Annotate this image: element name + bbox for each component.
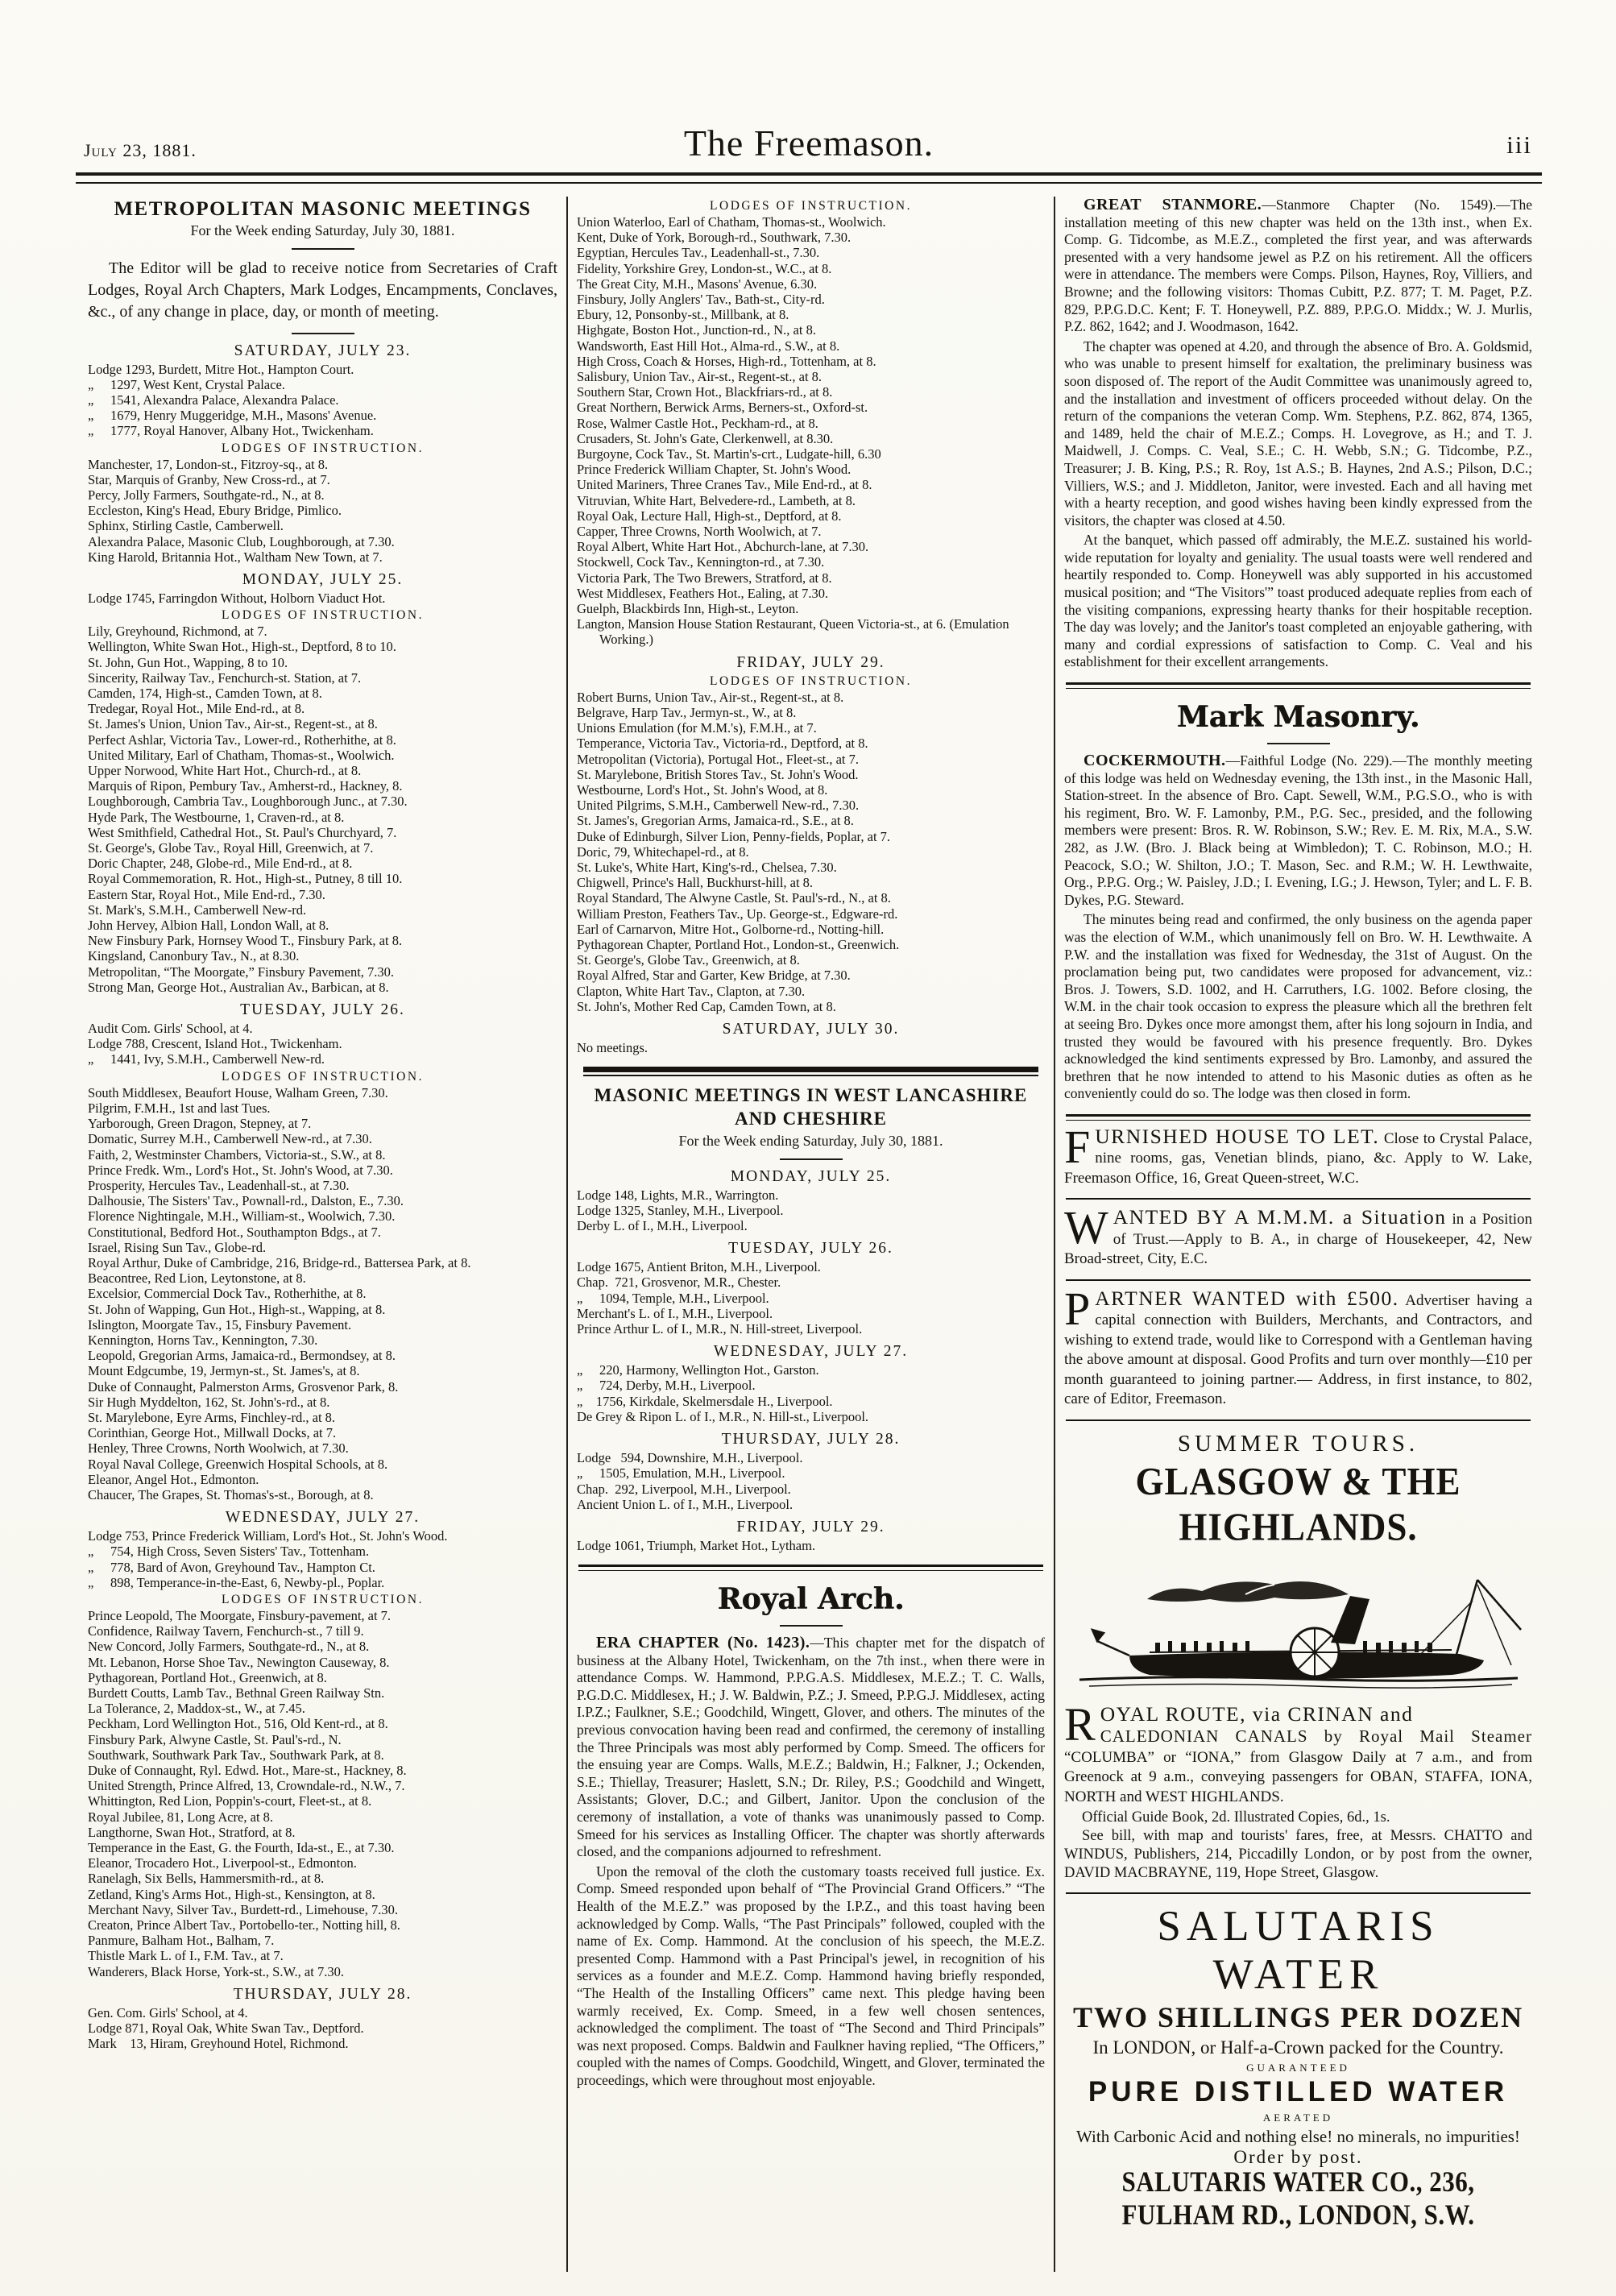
advert-headline: URNISHED HOUSE TO LET.: [1095, 1124, 1380, 1148]
meeting-item: St. James's, Gregorian Arms, Jamaica-rd., S.E., at 8.: [577, 813, 854, 829]
page-header: [79, 90, 1539, 164]
short-divider-rule: [292, 333, 354, 334]
advert-dropcap: R: [1064, 1697, 1096, 1751]
meeting-item: Leopold, Gregorian Arms, Jamaica-rd., Bermondsey, at 8.: [88, 1348, 396, 1364]
meeting-item: Mark 13, Hiram, Greyhound Hotel, Richmond.: [88, 2036, 349, 2052]
day-heading: SATURDAY, JULY 30.: [722, 1020, 900, 1038]
masthead-title: The Freemason.: [683, 122, 934, 164]
meeting-item: Unions Emulation (for M.M.'s), F.M.H., at 7.: [577, 720, 817, 736]
meeting-item: Clapton, White Hart Tav., Clapton, at 7.30.: [577, 983, 806, 999]
column-3: [1054, 197, 1541, 2272]
blackletter-heading: Royal Arch.: [717, 1582, 905, 1617]
divider-rule: [1066, 1892, 1531, 1894]
column-2: [566, 197, 1054, 2272]
meeting-item: Kingsland, Canonbury Tav., N., at 8.30.: [88, 948, 300, 964]
lodges-of-instruction-heading: LODGES OF INSTRUCTION.: [222, 1592, 424, 1606]
meeting-list: [577, 1450, 1045, 1512]
advert-line: SUMMER TOURS.: [1177, 1430, 1419, 1457]
meeting-list: [577, 1362, 1045, 1424]
meeting-item: Creaton, Prince Albert Tav., Portobello-ter., Notting hill, 8.: [88, 1917, 400, 1933]
meeting-item: Percy, Jolly Farmers, Southgate-rd., N., at 8.: [88, 487, 325, 503]
day-heading: WEDNESDAY, JULY 27.: [225, 1509, 421, 1527]
meeting-item: Lodge 1325, Stanley, M.H., Liverpool.: [577, 1202, 784, 1218]
meeting-item: Prosperity, Hercules Tav., Leadenhall-st., at 7.30.: [88, 1177, 350, 1193]
meeting-list: [577, 214, 1045, 648]
meeting-item: Yarborough, Green Dragon, Stepney, at 7.: [88, 1116, 312, 1132]
meeting-item: Lodge 594, Downshire, M.H., Liverpool.: [577, 1450, 803, 1466]
meeting-item: Star, Marquis of Granby, New Cross-rd., at 7.: [88, 471, 330, 487]
meeting-item: Alexandra Palace, Masonic Club, Loughborough, at 7.30.: [88, 533, 395, 549]
advert-headline: ANTED BY A M.M.M. a Situation: [1113, 1205, 1447, 1229]
section-title: MASONIC MEETINGS IN WEST LANCASHIRE AND CHESHIRE: [594, 1085, 1028, 1129]
meeting-list: [88, 1085, 557, 1502]
meeting-item: Hyde Park, The Westbourne, 1, Craven-rd., at 8.: [88, 809, 345, 825]
double-divider-rule: [578, 1565, 1043, 1571]
meeting-item: West Smithfield, Cathedral Hot., St. Paul's Churchyard, 7.: [88, 824, 397, 840]
meeting-item: Lodge 1675, Antient Briton, M.H., Liverpool.: [577, 1259, 821, 1275]
meeting-item: Rose, Walmer Castle Hot., Peckham-rd., at 8.: [577, 415, 818, 431]
meeting-list: [577, 1187, 1045, 1234]
meeting-item: Lodge 1061, Triumph, Market Hot., Lytham.: [577, 1537, 816, 1553]
advert-subheadline: CALEDONIAN CANALS by Royal Mail Steamer: [1100, 1726, 1532, 1747]
meeting-item: Lodge 1293, Burdett, Mitre Hot., Hampton Court.: [88, 361, 354, 377]
meeting-item: Camden, 174, High-st., Camden Town, at 8.: [88, 686, 322, 702]
short-divider-rule: [292, 248, 354, 250]
meeting-item: Duke of Connaught, Palmerston Arms, Grosvenor Park, 8.: [88, 1378, 399, 1395]
day-heading: TUESDAY, JULY 26.: [240, 1001, 405, 1019]
divider-rule: [1066, 1419, 1531, 1421]
meeting-item: Merchant Navy, Silver Tav., Burdett-rd., Limehouse, 7.30.: [88, 1901, 398, 1917]
meeting-item: Lodge 148, Lights, M.R., Warrington.: [577, 1187, 779, 1203]
meeting-list: [88, 1608, 557, 1979]
advert: [1064, 1201, 1533, 1270]
meeting-item: Wellington, White Swan Hot., High-st., Deptford, 8 to 10.: [88, 639, 396, 655]
meeting-list: [88, 591, 557, 606]
article-text: At the banquet, which passed off admirably, the M.E.Z. sustained his world-wide reputation for loyalty and geniality. The usual toasts were well rendered and heartily responded to. Comp. Honeywell was ably supported in his accustomed musical position; and “The Visitors'” toast produced adequate replies from each of the visiting companions, expressing hearty thanks for their hospitable reception. The day was lovely; and the Janitor's toast completed an enjoyable gathering, with many and cordial expressions of satisfaction to Comp. C. Veal and his establishment for their excellent arrangements.: [1064, 532, 1532, 670]
meeting-item: Prince Fredk. Wm., Lord's Hot., St. John's Wood, at 7.30.: [88, 1162, 393, 1178]
lodges-of-instruction-heading: LODGES OF INSTRUCTION.: [222, 608, 424, 623]
meeting-item: Whittington, Red Lion, Poppin's-court, Fleet-st., at 8.: [88, 1793, 372, 1809]
meeting-item: Pythagorean Chapter, Portland Hot., London-st., Greenwich.: [577, 936, 900, 952]
meeting-item: Langthorne, Swan Hot., Stratford, at 8.: [88, 1824, 296, 1840]
meeting-item: Eastern Star, Royal Hot., Mile End-rd., 7.30.: [88, 886, 325, 902]
advert-line: TWO SHILLINGS PER DOZEN: [1072, 2001, 1524, 2034]
meeting-item: Manchester, 17, London-st., Fitzroy-sq., at 8.: [88, 456, 329, 472]
meeting-item: St. Marylebone, Eyre Arms, Finchley-rd., at 8.: [88, 1409, 336, 1425]
meeting-item: St. George's, Globe Tav., Greenwich, at 8.: [577, 952, 800, 968]
column-1: [79, 197, 566, 2272]
advert-text: Close to Crystal Palace, nine rooms, gas, Venetian blinds, piano, &c. Apply to W. Lake, Freemason Office, 16, Great Queen-street, W.C.: [1064, 1129, 1532, 1187]
meeting-item: Perfect Ashlar, Victoria Tav., Lower-rd., Rotherhithe, at 8.: [88, 731, 396, 748]
meeting-list: [577, 1259, 1045, 1337]
meeting-item: Westbourne, Lord's Hot., St. John's Wood, at 8.: [577, 781, 828, 798]
meeting-item: Temperance in the East, G. the Fourth, Ida-st., E., at 7.30.: [88, 1840, 395, 1856]
meeting-item: Doric Chapter, 248, Globe-rd., Mile End-rd., at 8.: [88, 856, 353, 872]
meeting-item: New Finsbury Park, Hornsey Wood T., Finsbury Park, at 8.: [88, 933, 403, 949]
short-divider-rule: [780, 1625, 843, 1627]
meeting-item: Burdett Coutts, Lamb Tav., Bethnal Green Railway Stn.: [88, 1685, 385, 1701]
thick-divider-rule: [583, 1067, 1038, 1076]
meeting-item: Finsbury, Jolly Anglers' Tav., Bath-st., City-rd.: [577, 292, 825, 308]
lodges-of-instruction-heading: LODGES OF INSTRUCTION.: [222, 441, 424, 455]
article-lead: ERA CHAPTER (No. 1423).: [596, 1634, 810, 1652]
meeting-item: „ 778, Bard of Avon, Greyhound Tav., Hampton Ct.: [88, 1559, 375, 1575]
article-paragraph: [577, 1863, 1045, 2090]
meeting-item: Robert Burns, Union Tav., Air-st., Regent-st., at 8.: [577, 689, 844, 705]
meeting-item: Peckham, Lord Wellington Hot., 516, Old Kent-rd., at 8.: [88, 1716, 388, 1732]
double-divider-rule: [1066, 1114, 1531, 1121]
day-heading: THURSDAY, JULY 28.: [721, 1431, 901, 1448]
divider-rule: [1066, 1198, 1531, 1200]
meeting-item: Ancient Union L. of I., M.H., Liverpool.: [577, 1496, 793, 1512]
day-heading: MONDAY, JULY 25.: [730, 1167, 892, 1185]
meeting-item: Royal Jubilee, 81, Long Acre, at 8.: [88, 1809, 274, 1825]
advert-line: See bill, with map and tourists' fares, free, at Messrs. CHATTO and WINDUS, Publishers, 214, Piccadilly London, or by post from the owner, DAVID MACBRAYNE, 119, Hope Street, Glasgow.: [1064, 1828, 1532, 1882]
meeting-item: West Middlesex, Feathers Hot., Ealing, at 7.30.: [577, 585, 829, 601]
meeting-item: John Hervey, Albion Hall, London Wall, at 8.: [88, 918, 329, 934]
meeting-list: [88, 1528, 557, 1590]
meeting-item: Chap. 292, Liverpool, M.H., Liverpool.: [577, 1481, 791, 1497]
page-number: iii: [1506, 131, 1532, 159]
meeting-item: Lodge 871, Royal Oak, White Swan Tav., Deptford.: [88, 2020, 364, 2037]
day-heading: THURSDAY, JULY 28.: [233, 1985, 412, 2003]
meeting-item: Southwark, Southwark Park Tav., Southwark Park, at 8.: [88, 1747, 384, 1763]
advert-line: SALUTARIS WATER: [1157, 1903, 1440, 1999]
short-divider-rule: [780, 1158, 843, 1160]
meeting-item: Vitruvian, White Hart, Belvedere-rd., Lambeth, at 8.: [577, 492, 856, 508]
meeting-item: Duke of Connaught, Ryl. Edwd. Hot., Mare-st., Hackney, 8.: [88, 1763, 407, 1779]
meeting-item: Chigwell, Prince's Hall, Buckhurst-hill, at 8.: [577, 875, 814, 891]
meeting-item: Zetland, King's Arms Hot., High-st., Kensington, at 8.: [88, 1886, 375, 1902]
divider-rule: [1066, 1279, 1531, 1281]
advert-line: Official Guide Book, 2d. Illustrated Copies, 6d., 1s.: [1082, 1809, 1390, 1826]
meeting-item: St. John of Wapping, Gun Hot., High-st., Wapping, at 8.: [88, 1301, 386, 1317]
section-title: METROPOLITAN MASONIC MEETINGS: [114, 198, 532, 220]
meeting-item: Prince Frederick William Chapter, St. John's Wood.: [577, 462, 852, 478]
meeting-list: [88, 624, 557, 995]
meeting-item: Langton, Mansion House Station Restaurant, Queen Victoria-st., at 6. (Emulation Working.): [577, 616, 1009, 648]
meeting-item: Highgate, Boston Hot., Junction-rd., N., at 8.: [577, 322, 816, 338]
article-paragraph: [577, 1635, 1045, 1861]
meeting-item: Beacontree, Red Lion, Leytonstone, at 8.: [88, 1270, 306, 1287]
advert: [1064, 1697, 1532, 1808]
meeting-item: United Military, Earl of Chatham, Thomas-st., Woolwich.: [88, 747, 395, 763]
steamship-engraving: [1073, 1552, 1524, 1697]
advert-line: GUARANTEED: [1246, 2062, 1350, 2074]
meeting-item: Thistle Mark L. of I., F.M. Tav., at 7.: [88, 1948, 284, 1964]
day-heading: WEDNESDAY, JULY 27.: [713, 1343, 909, 1361]
day-heading: SATURDAY, JULY 23.: [234, 342, 412, 359]
advert: [1064, 1120, 1532, 1189]
meeting-item: New Concord, Jolly Farmers, Southgate-rd., N., at 8.: [88, 1639, 370, 1655]
advert-line: AERATED: [1262, 2112, 1334, 2124]
meeting-item: Prince Arthur L. of I., M.R., N. Hill-street, Liverpool.: [577, 1321, 863, 1337]
meeting-item: Sphinx, Stirling Castle, Camberwell.: [88, 518, 284, 534]
meeting-item: Metropolitan (Victoria), Portugal Hot., Fleet-st., at 7.: [577, 751, 860, 767]
issue-date: July 23, 1881.: [84, 140, 197, 160]
meeting-item: Lodge 788, Crescent, Island Hot., Twickenham.: [88, 1036, 342, 1052]
steamship-illustration: [1064, 1552, 1532, 1701]
article-paragraph: [1064, 911, 1532, 1103]
advert-line: SALUTARIS WATER CO., 236, FULHAM RD., LONDON, S.W.: [1121, 2165, 1475, 2232]
advert-line: Order by post.: [1233, 2147, 1363, 2168]
meeting-item: Derby L. of I., M.H., Liverpool.: [577, 1218, 748, 1234]
meeting-item: Royal Albert, White Hart Hot., Abchurch-lane, at 7.30.: [577, 539, 869, 555]
meeting-item: St. John, Gun Hot., Wapping, 8 to 10.: [88, 654, 288, 670]
meeting-item: Wandsworth, East Hill Hot., Alma-rd., S.W., at 8.: [577, 338, 840, 354]
meeting-item: Salisbury, Union Tav., Air-st., Regent-st., at 8.: [577, 369, 823, 385]
meeting-item: Confidence, Railway Tavern, Fenchurch-st., 7 till 9.: [88, 1623, 364, 1639]
meeting-item: Chap. 721, Grosvenor, M.R., Chester.: [577, 1274, 781, 1291]
article-lead: GREAT STANMORE.: [1084, 196, 1262, 213]
meeting-item: St. Luke's, White Hart, King's-rd., Chelsea, 7.30.: [577, 859, 837, 875]
meeting-item: Lodge 1745, Farringdon Without, Holborn Viaduct Hot.: [88, 591, 386, 606]
meeting-item: Crusaders, St. John's Gate, Clerkenwell, at 8.30.: [577, 430, 834, 446]
meeting-item: Audit Com. Girls' School, at 4.: [88, 1021, 253, 1037]
meeting-item: Domatic, Surrey M.H., Camberwell New-rd., at 7.30.: [88, 1131, 372, 1147]
meeting-item: Belgrave, Harp Tav., Jermyn-st., W., at 8.: [577, 704, 797, 720]
day-heading: TUESDAY, JULY 26.: [728, 1240, 893, 1258]
meeting-item: Royal Standard, The Alwyne Castle, St. Paul's-rd., N., at 8.: [577, 890, 891, 906]
meeting-item: King Harold, Britannia Hot., Waltham New Town, at 7.: [88, 549, 383, 565]
meeting-item: Pilgrim, F.M.H., 1st and last Tues.: [88, 1100, 271, 1116]
meeting-item: Prince Leopold, The Moorgate, Finsbury-pavement, at 7.: [88, 1607, 392, 1623]
meeting-item: St. Mark's, S.M.H., Camberwell New-rd.: [88, 901, 307, 918]
meeting-item: Chaucer, The Grapes, St. Thomas's-st., Borough, at 8.: [88, 1486, 374, 1502]
meeting-item: „ 898, Temperance-in-the-East, 6, Newby-pl., Poplar.: [88, 1574, 385, 1590]
article-text: —Faithful Lodge (No. 229).—The monthly meeting of this lodge was held on Wednesday evening, the 13th inst., in the Masonic Hall, Station-street. In the absence of Bro. Capt. Sewell, W.M., P.G.S.O., who is with his regiment, Bro. W. F. Lamonby, P.M., P.G. Sec., presided, and the following members were present: Bros. R. W. Robinson, S.W.; Rev. E. M. Rix, M.A., S.W. 282, as J.W. (Bro. J. Black being at Wimbledon); T. C. Robinson, M.O.; H. Peacock, S.O.; W. Shilton, J.O.; T. Mason, Sec. and R.M.; W. H. Lewthwaite, Org., P.P.G. Org.; W. Paisley, J.D.; I. Evening, I.G.; J. Hewson, Tyler; and L. F. B. Dykes, P.G. Steward.: [1064, 752, 1532, 908]
meeting-item: Egyptian, Hercules Tav., Leadenhall-st., 7.30.: [577, 245, 820, 261]
meeting-list: [577, 1538, 1045, 1553]
meeting-list: [88, 362, 557, 439]
meeting-item: De Grey & Ripon L. of I., M.R., N. Hill-st., Liverpool.: [577, 1408, 869, 1424]
meeting-item: St. John's, Mother Red Cap, Camden Town, at 8.: [577, 998, 836, 1014]
meeting-item: Doric, 79, Whitechapel-rd., at 8.: [577, 843, 749, 860]
advert-dropcap: W: [1064, 1201, 1108, 1254]
meeting-item: Great Northern, Berwick Arms, Berners-st., Oxford-st.: [577, 400, 868, 416]
advert-text: in a Position of Trust.—Apply to B. A., in charge of Housekeeper, 42, New Broad-street, City, E.C.: [1064, 1211, 1533, 1268]
meeting-item: Earl of Carnarvon, Mitre Hot., Golborne-rd., Notting-hill.: [577, 921, 885, 937]
meeting-item: Lodge 753, Prince Frederick William, Lord's Hot., St. John's Wood.: [88, 1528, 448, 1544]
article-text: Upon the removal of the cloth the customary toasts received full justice. Ex. Comp. Smeed responded upon behalf of “The Provincial Grand Officers.” “The Health of the M.E.Z.” was proposed by the I.P.Z., and this toast having been acknowledged by Comp. Walls, “The Past Principals” followed, coupled with the name of Ex. Comp. Hammond. At the conclusion of his speech, the M.E.Z. presented Comp. Hammond with a Past Principal's jewel, in recognition of his services as a founder and M.E.Z. Comp. Hammond having briefly responded, “The Health of the Installing Officers” came next. This pledge having been warmly received, Ex. Comp. Smeed, in a few well chosen sentences, acknowledged the compliment. The toast of “The Second and Third Principals” was next proposed. Comps. Baldwin and Faulkner having replied, “The Officers,” coupled with the names of Comps. Goodchild, Wingett, and Glover, terminated the proceedings, which were throughout most enjoyable.: [577, 1863, 1045, 2088]
meeting-item: „ 1777, Royal Hanover, Albany Hot., Twickenham.: [88, 423, 374, 439]
meeting-item: Merchant's L. of I., M.H., Liverpool.: [577, 1305, 773, 1321]
meeting-item: Ranelagh, Six Bells, Hammersmith-rd., at 8.: [88, 1871, 325, 1887]
meeting-item: Mt. Lebanon, Horse Shoe Tav., Newington Causeway, 8.: [88, 1654, 390, 1670]
meeting-item: La Tolerance, 2, Maddox-st., W., at 7.45.: [88, 1701, 305, 1717]
meeting-item: Eccleston, King's Head, Ebury Bridge, Pimlico.: [88, 503, 342, 519]
article-paragraph: [1064, 532, 1532, 671]
header-rule: [76, 172, 1542, 176]
meeting-item: Loughborough, Cambria Tav., Loughborough Junc., at 7.30.: [88, 794, 408, 810]
meeting-item: Capper, Three Crowns, North Woolwich, at 7.: [577, 524, 822, 540]
meeting-item: Corinthian, George Hot., Millwall Docks, at 7.: [88, 1425, 337, 1441]
meeting-item: „ 754, High Cross, Seven Sisters' Tav., Tottenham.: [88, 1544, 370, 1560]
meeting-item: Ebury, 12, Ponsonby-st., Millbank, at 8.: [577, 307, 789, 323]
meeting-item: Upper Norwood, White Hart Hot., Church-rd., at 8.: [88, 763, 362, 779]
meeting-item: Eleanor, Trocadero Hot., Liverpool-st., Edmonton.: [88, 1855, 357, 1871]
meeting-item: St. George's, Globe Tav., Royal Hill, Greenwich, at 7.: [88, 840, 374, 856]
meeting-item: Mount Edgcumbe, 19, Jermyn-st., St. James's, at 8.: [88, 1363, 360, 1379]
article-paragraph: [1064, 752, 1532, 909]
meeting-item: Royal Arthur, Duke of Cambridge, 216, Bridge-rd., Battersea Park, at 8.: [88, 1254, 471, 1270]
meeting-item: Marquis of Ripon, Pembury Tav., Amherst-rd., Hackney, 8.: [88, 778, 403, 794]
meeting-list: [88, 1021, 557, 1067]
meeting-item: Eleanor, Angel Hot., Edmonton.: [88, 1471, 259, 1487]
advert-dropcap: F: [1064, 1120, 1091, 1173]
meeting-item: The Great City, M.H., Masons' Avenue, 6.30.: [577, 276, 818, 292]
double-divider-rule: [1066, 682, 1531, 689]
section-subtitle: For the Week ending Saturday, July 30, 1881.: [678, 1132, 943, 1149]
advert-line: PURE DISTILLED WATER: [1088, 2076, 1509, 2108]
meeting-item: Sir Hugh Myddelton, 162, St. John's-rd., at 8.: [88, 1394, 330, 1410]
meeting-item: „ 1297, West Kent, Crystal Palace.: [88, 376, 285, 392]
meeting-item: Fidelity, Yorkshire Grey, London-st., W.C., at 8.: [577, 260, 832, 276]
editor-notice: The Editor will be glad to receive notice from Secretaries of Craft Lodges, Royal Arch Chapters, Mark Lodges, Encampments, Conclaves, &c., of any change in place, day, or month of meeting.: [88, 259, 557, 321]
meeting-item: Florence Nightingale, M.H., William-st., Woolwich, 7.30.: [88, 1208, 396, 1225]
meeting-item: „ 1756, Kirkdale, Skelmersdale H., Liverpool.: [577, 1393, 833, 1409]
meeting-list: [88, 2005, 557, 2052]
header-rule: [76, 182, 1542, 184]
meeting-item: St. Marylebone, British Stores Tav., St. John's Wood.: [577, 766, 859, 782]
meeting-item: Islington, Moorgate Tav., 15, Finsbury Pavement.: [88, 1316, 352, 1332]
advert-headline: OYAL ROUTE, via CRINAN and: [1100, 1701, 1414, 1726]
meeting-item: Strong Man, George Hot., Australian Av., Barbican, at 8.: [88, 979, 389, 995]
article-text: —This chapter met for the dispatch of business at the Albany Hotel, Twickenham, on the 7th inst., when there were in attendance Comps. W. Hammond, P.P.G.A.S. Middlesex, M.E.Z.; T. C. Walls, P.G.D.C. Middlesex, H.; J. W. Baldwin, P.Z.; J. Smeed, P.P.G.J. Middlesex, acting I.P.Z.; Faulkner, S.E.; Goodchild, Wingett, Glover, and others. The minutes of the previous convocation having been read and confirmed, the ceremony of installing the Three Principals was most ably performed by Comp. Smeed. The officers for the ensuing year are Comps. Walls, M.E.Z.; Baldwin, H.; Falkner, J.; Ockenden, S.E.; Thiellay, Treasurer; Haslett, S.N.; Dr. Riley, P.S.; Goodchild and Wingett, Assistants; Glover, D.C.; and Gilbert, Janitor. Upon the conclusion of the ceremony of installation, a vote of thanks was unanimously passed to Comp. Smeed for his services as Installing Officer. The chapter was shortly afterwards closed, and the companions adjourned to refreshment.: [577, 1635, 1046, 1860]
meeting-item: William Preston, Feathers Tav., Up. George-st., Edgware-rd.: [577, 906, 898, 922]
advert-headline: ARTNER WANTED with £500.: [1095, 1286, 1399, 1310]
meeting-item: „ 1441, Ivy, S.M.H., Camberwell New-rd.: [88, 1051, 325, 1067]
meeting-item: „ 1094, Temple, M.H., Liverpool.: [577, 1290, 769, 1306]
meeting-item: Royal Alfred, Star and Garter, Kew Bridge, at 7.30.: [577, 968, 851, 984]
article-paragraph: [1064, 338, 1532, 530]
meeting-item: Royal Naval College, Greenwich Hospital Schools, at 8.: [88, 1456, 388, 1472]
meeting-item: Southern Star, Crown Hot., Blackfriars-rd., at 8.: [577, 384, 833, 400]
meeting-item: No meetings.: [577, 1039, 648, 1055]
meeting-item: Guelph, Blackbirds Inn, High-st., Leyton.: [577, 601, 799, 617]
column-layout: [79, 197, 1542, 2272]
meeting-item: Victoria Park, The Two Brewers, Stratford, at 8.: [577, 570, 832, 586]
advert-dropcap: P: [1064, 1282, 1091, 1335]
meeting-item: „ 220, Harmony, Wellington Hot., Garston.: [577, 1362, 819, 1378]
meeting-item: Israel, Rising Sun Tav., Globe-rd.: [88, 1239, 267, 1255]
article-lead: COCKERMOUTH.: [1084, 752, 1226, 770]
article-text: The chapter was opened at 4.20, and through the absence of Bro. A. Goldsmid, who was unable to present himself for exaltation, the preliminary business was soon disposed of. The report of the Audit Committee was unanimously agreed to, and the installation and investment of officers proceeded without delay. On the return of the companions the veteran Comp. Wm. Stephens, P.Z. 862, 874, 1365, and 1489, held the chair of M.E.Z.; Comps. H. Lovegrove, as H.; and T. J. Maidwell, J. Comps. C. Veal, S.E.; C. H. Webb, S.N.; G. Tidcombe, P.Z., Treasurer; J. B. King, P.S.; R. Roy, 1st A.S.; B. Haynes, 2nd A.S.; Pilson, D.C.; Villiers, W.S.; and J. Middleton, Janitor, were invested. Each and all having met with a hearty reception, and good wishes having been kindly expressed from the visitors, the chapter was closed at 4.50.: [1064, 338, 1532, 528]
meeting-item: Burgoyne, Cock Tav., St. Martin's-crt., Ludgate-hill, 6.30: [577, 446, 881, 462]
advert-text: “COLUMBA” or “IONA,” from Glasgow Daily at 7 a.m., and from Greenock at 9 a.m., conveying passengers for OBAN, STAFFA, IONA, NORTH and WEST HIGHLANDS.: [1064, 1748, 1532, 1805]
meeting-item: Union Waterloo, Earl of Chatham, Thomas-st., Woolwich.: [577, 214, 886, 230]
advert-text: Advertiser having a capital connection with Builders, Merchants, and Contractors, and wishing to extend trade, would like to Correspond with a Gentleman having the above amount at disposal. Good Profits and turn over monthly—£10 per month guaranteed to joining partner.— Address, in first instance, to 802, care of Editor, Freemason.: [1064, 1291, 1533, 1408]
meeting-item: United Mariners, Three Cranes Tav., Mile End-rd., at 8.: [577, 477, 872, 493]
meeting-item: Temperance, Victoria Tav., Victoria-rd., Deptford, at 8.: [577, 736, 868, 752]
section-subtitle: For the Week ending Saturday, July 30, 1881.: [190, 222, 455, 238]
lodges-of-instruction-heading: LODGES OF INSTRUCTION.: [710, 673, 912, 688]
advert-line: GLASGOW & THE HIGHLANDS.: [1135, 1459, 1461, 1548]
meeting-item: Lily, Greyhound, Richmond, at 7.: [88, 624, 267, 640]
meeting-item: United Strength, Prince Alfred, 13, Crowndale-rd., N.W., 7.: [88, 1778, 405, 1794]
meeting-item: Gen. Com. Girls' School, at 4.: [88, 2004, 248, 2020]
lodges-of-instruction-heading: LODGES OF INSTRUCTION.: [222, 1069, 424, 1084]
blackletter-heading: Mark Masonry.: [1176, 700, 1420, 735]
meeting-item: Henley, Three Crowns, North Woolwich, at 7.30.: [88, 1440, 349, 1457]
advert-line: In LONDON, or Half-a-Crown packed for the Country.: [1092, 2037, 1504, 2058]
meeting-item: High Cross, Coach & Horses, High-rd., Tottenham, at 8.: [577, 353, 876, 369]
meeting-item: South Middlesex, Beaufort House, Walham Green, 7.30.: [88, 1084, 388, 1100]
short-divider-rule: [1267, 743, 1330, 744]
day-heading: FRIDAY, JULY 29.: [736, 653, 885, 671]
meeting-item: Finsbury Park, Alwyne Castle, St. Paul's-rd., N.: [88, 1731, 342, 1747]
article-text: —Stanmore Chapter (No. 1549).—The installation meeting of this new chapter was held on the 13th inst., when Ex. Comp. G. Tidcombe, as M.E.Z., completed the first year, and was afterwards presented with a very handsome jewel as P.Z on his retirement. All the officers were in attendance. The members were Comps. Pilson, Haynes, Roy, Villiers, and Browne; and the following visitors: Thomas Cubitt, P.Z. 877; T. M. Paget, P.Z. 829, P.P.G.D.C. Kent; F. T. Honeywell, P.Z. 889, P.P.G.O. Middx.; W. J. Murlis, P.Z. 862, 1642; and J. Woodmason, 1642.: [1064, 197, 1533, 335]
advert-line: With Carbonic Acid and nothing else! no minerals, no impurities!: [1076, 2127, 1520, 2147]
meeting-item: „ 724, Derby, M.H., Liverpool.: [577, 1378, 756, 1394]
meeting-item: Royal Oak, Lecture Hall, High-st., Deptford, at 8.: [577, 508, 842, 524]
lodges-of-instruction-heading: LODGES OF INSTRUCTION.: [710, 199, 912, 213]
meeting-item: Kent, Duke of York, Borough-rd., Southwark, 7.30.: [577, 230, 852, 246]
meeting-item: Dalhousie, The Sisters' Tav., Pownall-rd., Dalston, E., 7.30.: [88, 1193, 404, 1209]
article-paragraph: [1064, 197, 1532, 336]
meeting-list: [577, 690, 1045, 1014]
advert: [1064, 1282, 1533, 1410]
meeting-item: Kennington, Horns Tav., Kennington, 7.30.: [88, 1332, 318, 1348]
meeting-item: Pythagorean, Portland Hot., Greenwich, at 8.: [88, 1669, 327, 1685]
meeting-item: St. James's Union, Union Tav., Air-st., Regent-st., at 8.: [88, 716, 378, 732]
day-heading: FRIDAY, JULY 29.: [736, 1518, 885, 1536]
meeting-item: Metropolitan, “The Moorgate,” Finsbury Pavement, 7.30.: [88, 964, 395, 980]
meeting-item: „ 1541, Alexandra Palace, Alexandra Palace.: [88, 392, 339, 408]
meeting-list: [577, 1040, 1045, 1055]
meeting-item: Royal Commemoration, R. Hot., High-st., Putney, 8 till 10.: [88, 871, 403, 887]
meeting-item: Sincerity, Railway Tav., Fenchurch-st. Station, at 7.: [88, 669, 362, 686]
meeting-item: „ 1505, Emulation, M.H., Liverpool.: [577, 1465, 785, 1482]
meeting-item: Duke of Edinburgh, Silver Lion, Penny-fields, Poplar, at 7.: [577, 828, 891, 844]
meeting-item: Panmure, Balham Hot., Balham, 7.: [88, 1933, 275, 1949]
meeting-item: Excelsior, Commercial Dock Tav., Rotherhithe, at 8.: [88, 1286, 367, 1302]
meeting-item: Tredegar, Royal Hot., Mile End-rd., at 8.: [88, 701, 305, 717]
meeting-item: „ 1679, Henry Muggeridge, M.H., Masons' Avenue.: [88, 408, 377, 424]
meeting-item: United Pilgrims, S.M.H., Camberwell New-rd., 7.30.: [577, 798, 860, 814]
meeting-item: Faith, 2, Westminster Chambers, Victoria-st., S.W., at 8.: [88, 1146, 386, 1163]
meeting-item: Wanderers, Black Horse, York-st., S.W., at 7.30.: [88, 1963, 344, 1979]
day-heading: MONDAY, JULY 25.: [242, 571, 404, 588]
meeting-item: Stockwell, Cock Tav., Kennington-rd., at 7.30.: [577, 554, 825, 570]
meeting-item: Constitutional, Bedford Hot., Southampton Bdgs., at 7.: [88, 1224, 381, 1240]
meeting-list: [88, 457, 557, 565]
article-text: The minutes being read and confirmed, the only business on the agenda paper was the election of W.M., which unanimously fell on Bro. W. H. Lewthwaite. A P.W. and the installation was fixed for Wednesday, the 31st of August. On the proclamation being put, two candidates were proposed for advancement, viz.: Bros. J. Towers, S.D. 1002, and H. Carruthers, I.G. 1002. Before closing, the W.M. in the chair took occasion to express the pleasure which all the brethren felt at seeing Bro. Dykes once more amongst them, after his long sojourn in India, and trusted they would be favoured with his presence frequently. Bro. Dykes acknowledged the kind sentiments expressed by Bro. Lamonby, and assured the brethren that he now intended to attend to his Masonic duties as often as he conveniently could do so. The lodge was then closed in form.: [1064, 911, 1532, 1102]
